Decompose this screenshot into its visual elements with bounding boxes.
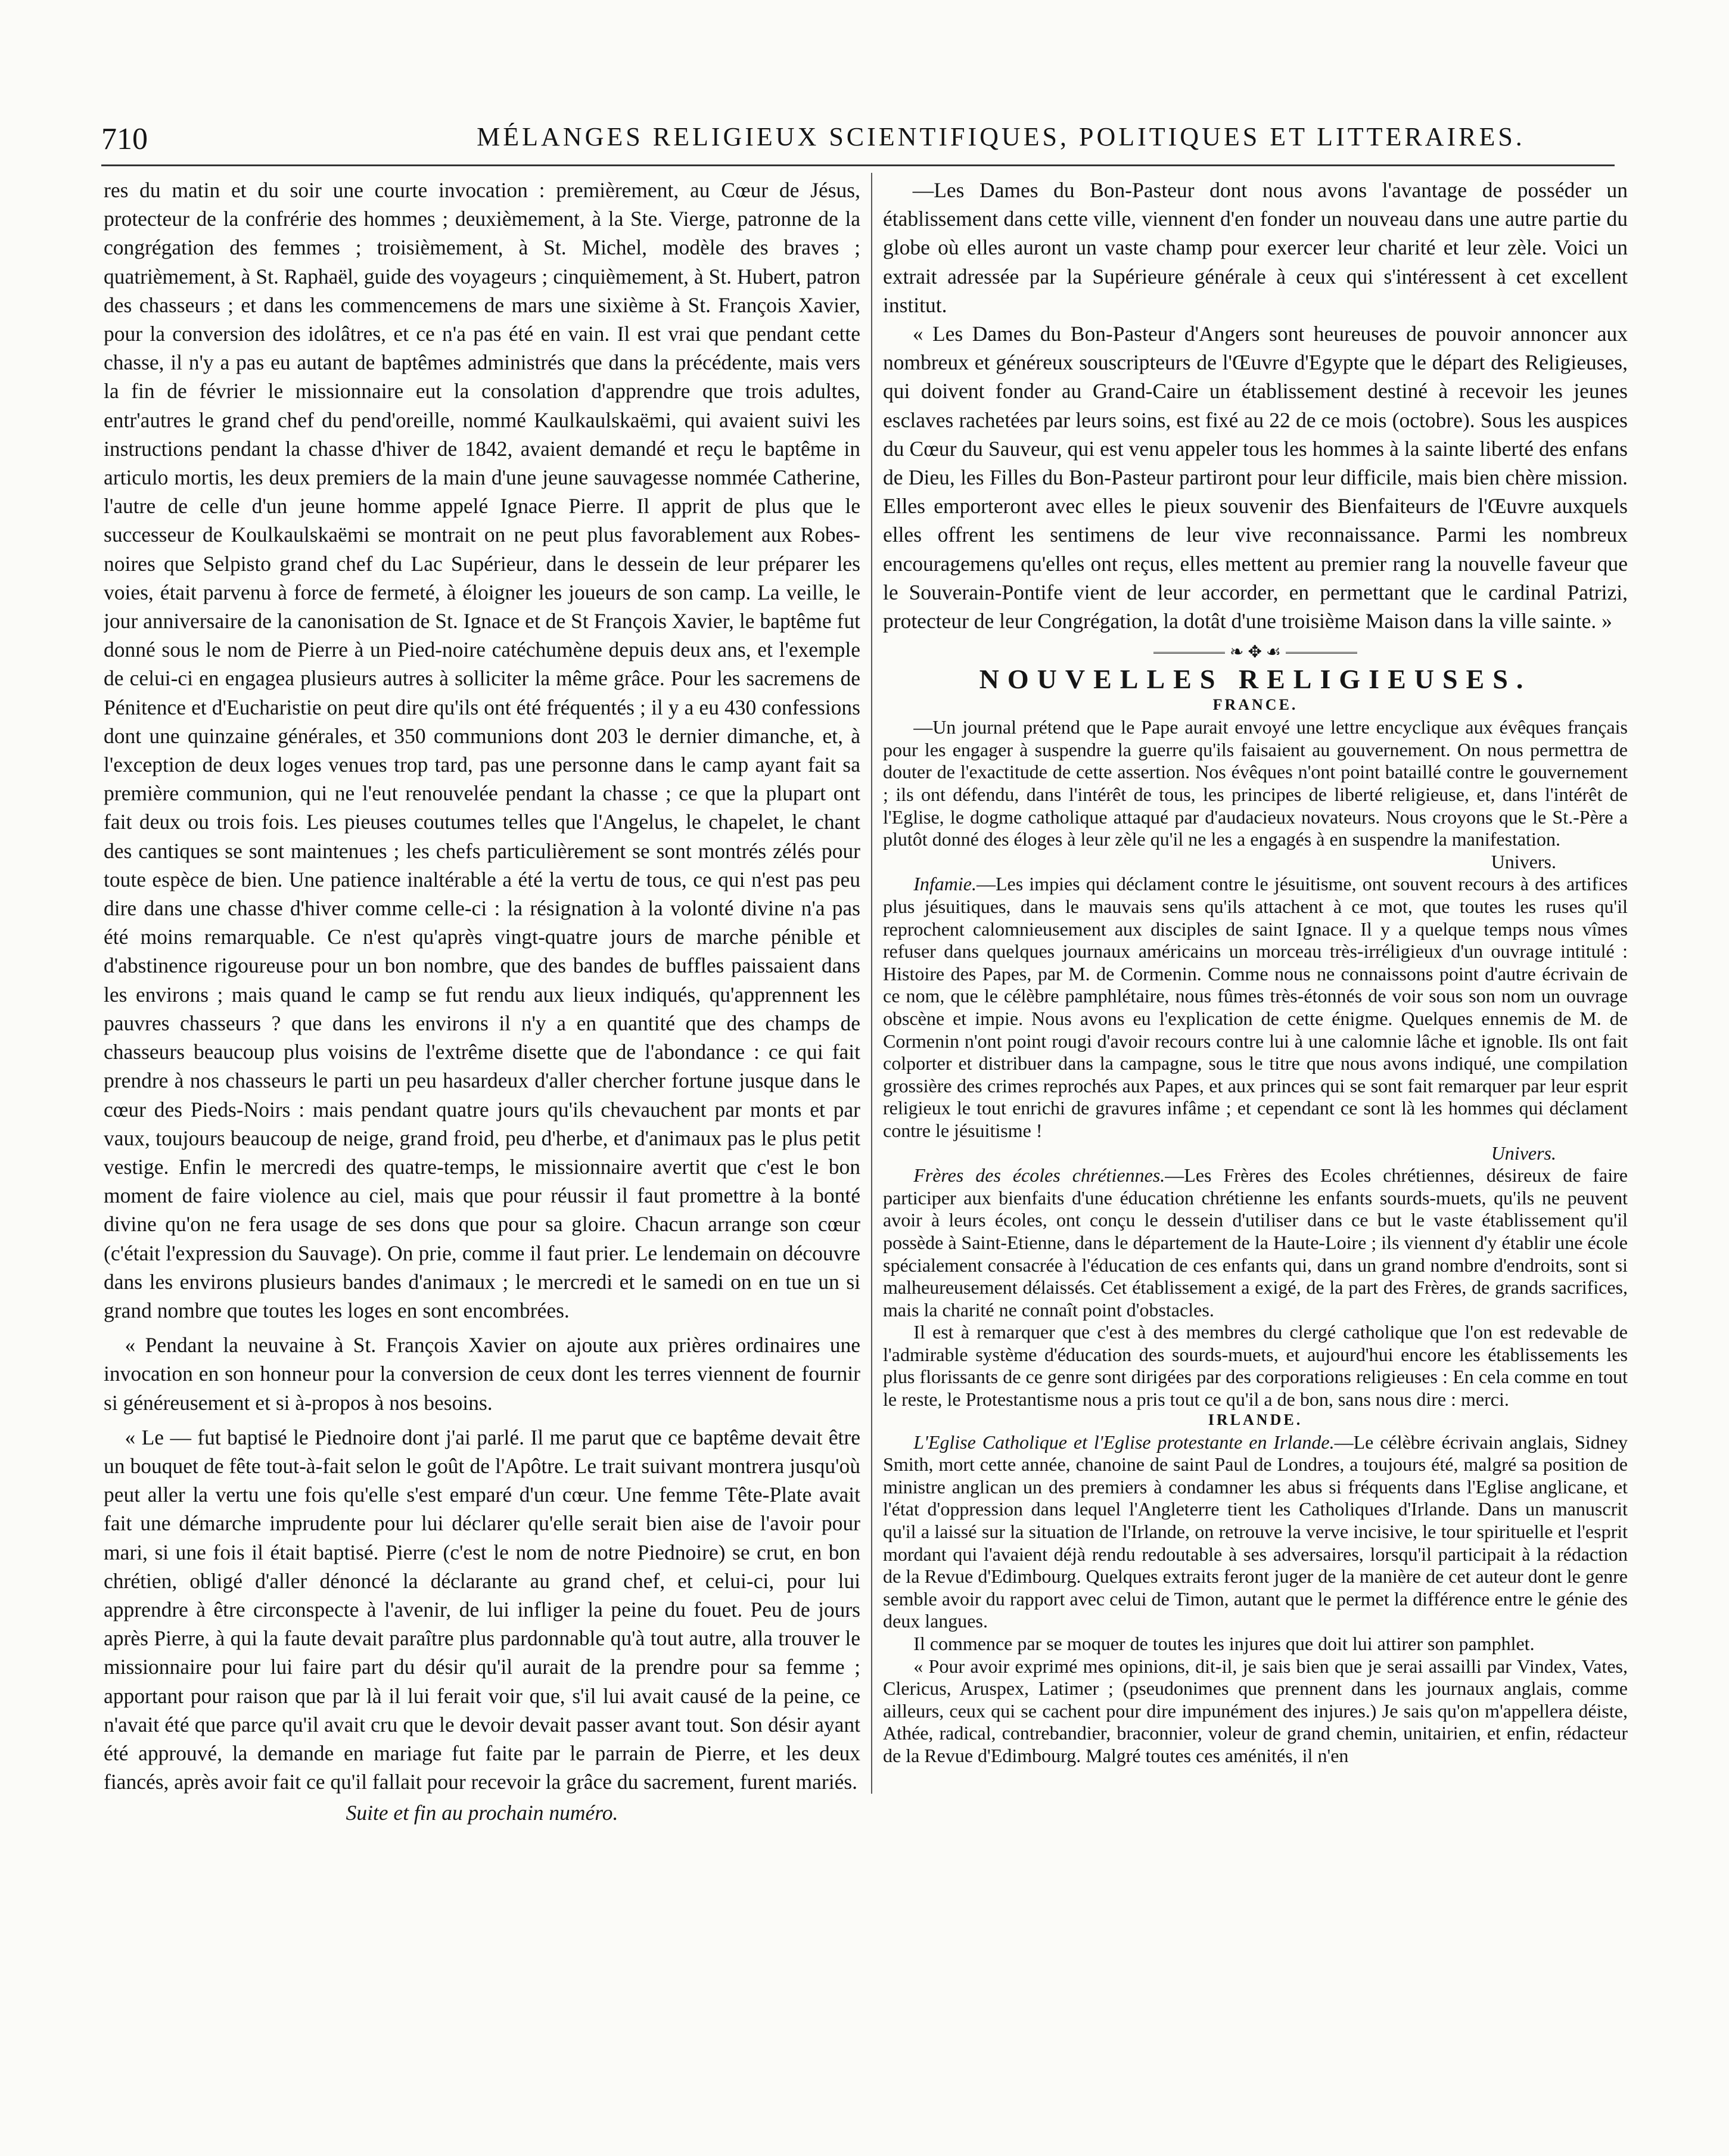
ornament-rule-right bbox=[1286, 652, 1357, 654]
neuvaine-paragraph: « Pendant la neuvaine à St. François Xavier on ajoute aux prières ordinaires une invocation en son honneur pour la conversion de ceux dont les terres viennent de fournir si généreusement et si à-propos à nos besoins. bbox=[104, 1333, 860, 1415]
news-irlande-text: —Le célèbre écrivain anglais, Sidney Smith, mort cette année, chanoine de saint Paul de Londres, a toujours été, malgré sa position de ministre anglican un des premiers à condamner les abus si fréquents dans l'Eglise anglicane, et l'état d'oppression dans lequel l'Angleterre tient les Catholiques d'Irlande. Dans un manuscrit qu'il a laissé sur la situation de l'Irlande, on retrouve la verve incisive, le tour spirituelle et l'esprit mordant qui l'avaient déjà rendu redoutable à ses adversaires, lorsqu'il participait à la rédaction de la Revue d'Edimbourg. Quelques extraits feront juger de la manière de cet auteur dont le genre semble avoir du rapport avec celui de Timon, autant que le permet la différence entre le génie des deux langues. bbox=[883, 1431, 1628, 1632]
ornament-rule-left bbox=[1153, 652, 1225, 654]
section-title: NOUVELLES RELIGIEUSES. bbox=[979, 664, 1532, 695]
news-irlande-lead: L'Eglise Catholique et l'Eglise protestante en Irlande. bbox=[913, 1431, 1335, 1453]
news-items bbox=[883, 716, 1628, 1767]
news-pamphlet: Il commence par se moquer de toutes les injures que doit lui attirer son pamphlet. bbox=[913, 1633, 1535, 1654]
subhead-france: FRANCE. bbox=[1212, 696, 1298, 714]
news-infamie-source: Univers. bbox=[1491, 1142, 1556, 1164]
running-title: MÉLANGES RELIGIEUX SCIENTIFIQUES, POLITIQUES ET LITTERAIRES. bbox=[477, 122, 1525, 151]
bon-pasteur-intro: —Les Dames du Bon-Pasteur dont nous avons l'avantage de posséder un établissement dans cette ville, viennent d'en fonder un nouveau dans une autre partie du globe où elles auront un vaste champ pour exercer leur charité et leur zèle. Voici un extrait adressée par la Supérieure générale à ceux qui s'intéressent à cet excellent institut. bbox=[883, 178, 1628, 317]
right-column bbox=[883, 176, 1628, 1838]
news-infamie bbox=[883, 873, 1628, 1142]
news-sourds-muets: Il est à remarquer que c'est à des membres du clergé catholique que l'on est redevable de l'admirable système d'éducation des sourds-muets, et aujourd'hui encore les établissements les plus florissants de ce genre sont dirigées par des corporations religieuses : En cela comme en tout le reste, le Protestantisme nous a pris tout ce qu'il a de bon, sans nous dire : merci. bbox=[883, 1321, 1628, 1411]
bon-pasteur-letter: « Les Dames du Bon-Pasteur d'Angers sont heureuses de pouvoir annoncer aux nombreux et généreux souscripteurs de l'Œuvre d'Egypte que le départ des Religieuses, qui doivent fonder au Grand-Caire un établissement destiné à recevoir les jeunes esclaves rachetées par leurs soins, est fixé au 22 de ce mois (octobre). Sous les auspices du Cœur du Sauveur, qui est venu appeler tous les hommes à la sainte liberté des enfans de Dieu, les Filles du Bon-Pasteur partiront pour leur difficile, mais bien chère mission. Elles emporteront avec elles le pieux souvenir des Bienfaiteurs de l'Œuvre auxquels elles offrent les sentimens de leur vive reconnaissance. Parmi les nombreux encouragemens qu'elles ont reçus, elles mettent au premier rang la nouvelle faveur que le Souverain-Pontife vient de leur accorder, en permettant que le cardinal Patrizi, protecteur de leur Congrégation, la dotât d'une troisième Maison dans la ville sainte. » bbox=[883, 322, 1628, 633]
subhead-irlande: IRLANDE. bbox=[1208, 1411, 1303, 1428]
header-rule bbox=[101, 164, 1615, 166]
continuation-note: Suite et fin au prochain numéro. bbox=[346, 1801, 618, 1825]
news-freres-lead: Frères des écoles chrétiennes. bbox=[913, 1164, 1165, 1186]
news-encyclique bbox=[883, 716, 1628, 851]
column-divider bbox=[871, 173, 872, 1794]
news-infamie-lead: Infamie. bbox=[913, 873, 977, 895]
piednoire-baptism-paragraph: « Le — fut baptisé le Piednoire dont j'ai parlé. Il me parut que ce baptême devait être un bouquet de fête tout-à-fait selon le goût de l'Apôtre. Le trait suivant montrera jusqu'où peut aller la vertu une fois qu'elle s'est emparé d'un cœur. Une femme Tête-Plate avait fait une démarche imprudente pour lui déclarer qu'elle serait bien aise de l'avoir pour mari, si une fois il était baptisé. Pierre (c'est le nom de notre Piednoire) se crut, en bon chrétien, obligé d'aller dénoncé la déclarante au grand chef, et celui-ci, pour lui apprendre à être circonspecte à l'avenir, de lui infliger la peine du fouet. Peu de jours après Pierre, à qui la faute devait paraître plus pardonnable qu'à tout autre, alla trouver le missionnaire pour lui faire part du désir qu'il aurait de la prendre pour sa femme ; apportant pour raison que par là il lui ferait voir que, s'il lui avait causé de la peine, ce n'avait été que parce qu'il avait cru que le devoir devait passer avant tout. Son désir ayant été approuvé, la demande en mariage fut faite par le parrain de Pierre, et les deux fiancés, après avoir fait ce qu'il fallait pour recevoir la grâce du sacrement, furent mariés. bbox=[104, 1425, 860, 1794]
page-header bbox=[101, 117, 1615, 164]
news-encyclique-text: —Un journal prétend que le Pape aurait envoyé une lettre encyclique aux évêques français pour les engager à suspendre la guerre qu'ils faisaient au gouvernement. On nous permettra de douter de l'exactitude de cette assertion. Nos évêques n'ont point bataillé contre le gouvernement ; ils ont défendu, dans l'intérêt de tous, les principes de liberté religieuse, et, dans l'intérêt de l'Eglise, le dogme catholique attaqué par d'audacieux novateurs. Nous croyons que le St.-Père a plutôt donné des éloges à leur zèle qu'il ne les a engagés à en suspendre la manifestation. bbox=[883, 716, 1628, 850]
news-encyclique-source: Univers. bbox=[1491, 850, 1556, 872]
section-ornament bbox=[883, 644, 1628, 661]
news-irlande bbox=[883, 1431, 1628, 1633]
mission-report-paragraph: res du matin et du soir une courte invocation : premièrement, au Cœur de Jésus, protecteur de la confrérie des hommes ; deuxièmement, à la Ste. Vierge, patronne de la congrégation des femmes ; troisièmement, à St. Michel, modèle des braves ; quatrièmement, à St. Raphaël, guide des voyageurs ; cinquièmement, à St. Hubert, patron des chasseurs ; et dans les commencemens de mars une sixième à St. François Xavier, pour la conversion des idolâtres, et ce n'a pas été en vain. Il est vrai que pendant cette chasse, il n'y a pas eu autant de baptêmes administrés que dans la précédente, mais vers la fin de février le missionnaire eut la consolation d'apprendre que trois adultes, entr'autres le grand chef du pend'oreille, nommé Kaulkaulskaëmi, qui avaient suivi les instructions pendant la chasse d'hiver de 1842, avaient demandé et reçu le baptême in articulo mortis, les deux premiers de la main d'une jeune sauvagesse nommée Catherine, l'autre de celle d'un jeune homme appelé Ignace Pierre. Il apprit de plus que le successeur de Koulkaulskaëmi se montrait on ne peut plus favorablement aux Robes-noires que Selpisto grand chef du Lac Supérieur, dans le dessein de leur préparer les voies, était parvenu à force de fermeté, à éloigner les joueurs de son camp. La veille, le jour anniversaire de la canonisation de St. Ignace et de St François Xavier, le baptême fut donné sous le nom de Pierre à un Pied-noire catéchumène depuis deux ans, et l'exemple de celui-ci en engagea plusieurs autres à solliciter la même grâce. Pour les sacremens de Pénitence et d'Eucharistie on peut dire qu'ils ont été fréquentés ; il y a eu 430 confessions dont une quinzaine générales, et 350 communions dont 203 le dernier dimanche, et, à l'exception de deux loges venues trop tard, pas une personne dans le camp ayant fait sa première communion, qui ne l'eut renouvelée pendant la chasse ; ce que la plupart ont fait deux ou trois fois. Les pieuses coutumes telles que l'Angelus, le chapelet, le chant des cantiques se sont maintenues ; les chefs particulièrement se sont montrés zélés pour toute espèce de bien. Une patience inaltérable a été la vertu de tous, ce qui n'est pas peu dire dans une chasse d'hiver comme celle-ci : la résignation à la volonté divine n'a pas été moins remarquable. Ce n'est qu'après vingt-quatre jours de marche pénible et d'abstinence rigoureuse pour un bon nombre, que des bandes de buffles paissaient dans les environs ; mais quand le camp se fut rendu aux lieux indiqués, qu'apprennent les pauvres chasseurs ? que dans les environs il n'y a en quantité que des champs de chasseurs beaucoup plus voisins de l'extrême disette que de l'abondance : ce qui fait prendre à nos chasseurs le parti un peu hasardeux d'aller chercher fortune jusque dans le cœur des Pieds-Noirs : mais pendant quatre jours qu'ils chevauchent par monts et par vaux, toujours beaucoup de neige, grand froid, peu d'herbe, et d'animaux pas le plus petit vestige. Enfin le mercredi des quatre-temps, le missionnaire avertit que c'est le bon moment de faire violence au ciel, mais que pour réussir il faut promettre à la bonté divine qu'on ne fera usage de ses dons que pour sa gloire. Chacun arrange son cœur (c'était l'expression du Sauvage). On prie, comme il faut prier. Le lendemain on découvre dans les environs plusieurs bandes d'animaux ; le mercredi et le samedi on en tue un si grand nombre que toutes les loges en sont encombrées. bbox=[104, 178, 860, 1322]
page-number: 710 bbox=[101, 122, 148, 156]
news-smith-quote: « Pour avoir exprimé mes opinions, dit-il, je sais bien que je serai assailli par Vindex, Vates, Clericus, Aruspex, Latimer ; (pseudonimes que prennent dans les journaux anglais, comme ailleurs, ceux qui se cachent pour dire impunément des injures.) Je sais qu'on m'appellera déiste, Athée, radical, contrebandier, braconnier, voleur de grand chemin, unitairien, et enfin, rédacteur de la Revue d'Edimbourg. Malgré toutes ces aménités, il n'en bbox=[883, 1655, 1628, 1766]
news-infamie-text: —Les impies qui déclament contre le jésuitisme, ont souvent recours à des artifices plus jésuitiques, dans le mauvais sens qu'ils attachent à ce mot, que toutes les ruses qu'il reprochent calomnieusement aux disciples de saint Ignace. Il y a quelque temps nous vîmes refuser dans quelques journaux américains un morceau très-irréligieux d'un ouvrage intitulé : Histoire des Papes, par M. de Cormenin. Comme nous ne connaissons point d'autre écrivain de ce nom, que le célèbre pamphlétaire, nous fûmes très-étonnés de voir sous son nom un ouvrage obscène et impie. Nous avons eu l'explication de cette énigme. Quelques ennemis de M. de Cormenin n'ont point rougi d'avoir recours contre lui à une calomnie lâche et ignoble. Ils ont fait colporter et distribuer dans la campagne, sous le titre que nous avons indiqué, une compilation grossière des crimes reprochés aux Papes, et aux princes qui se sont fait remarquer par leur esprit religieux le tout enrichi de gravures infâme ; et cependant ce sont là les hommes qui déclament contre le jésuitisme ! bbox=[883, 873, 1628, 1141]
news-freres bbox=[883, 1164, 1628, 1321]
left-column bbox=[104, 176, 860, 1832]
news-freres-text: —Les Frères des Ecoles chrétiennes, désireux de faire participer aux bienfaits d'une éducation chrétienne les enfants sourds-muets, qu'ils ne peuvent avoir à leurs écoles, ont conçu le dessein d'utiliser dans ce but le vaste établissement qu'il possède à Saint-Etienne, dans le département de la Haute-Loire ; ils viennent d'y établir une école spécialement consacrée à l'éducation de ces enfants qui, dans un grand nombre d'endroits, sont si malheureusement délaissés. Cet établissement a exigé, de la part des Frères, de grands sacrifices, mais la charité ne connaît point d'obstacles. bbox=[883, 1164, 1628, 1321]
fleuron-icon: ❧ ✥ ☙ bbox=[1229, 643, 1282, 662]
